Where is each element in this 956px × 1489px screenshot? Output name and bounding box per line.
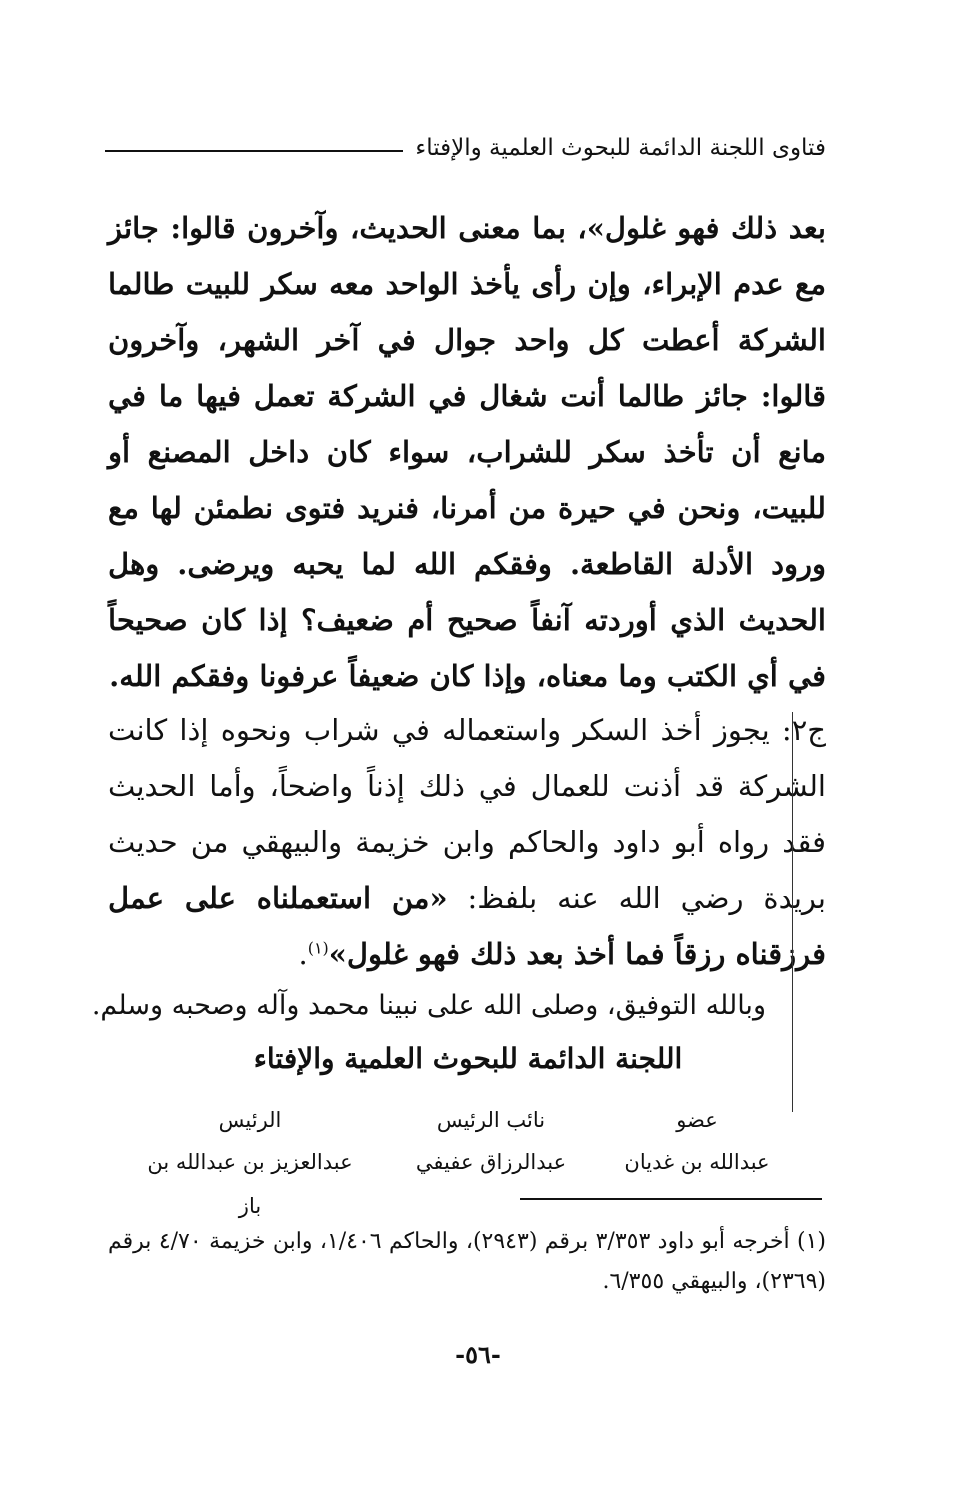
answer-block bbox=[108, 702, 826, 982]
signatory-president bbox=[135, 1100, 365, 1218]
signatory-role: عضو bbox=[676, 1108, 718, 1132]
closing-text: وبالله التوفيق، وصلى الله على نبينا محمد وآله وصحبه وسلم. bbox=[91, 990, 766, 1021]
committee-name: اللجنة الدائمة للبحوث العلمية والإفتاء bbox=[253, 1042, 683, 1075]
answer-text: ج٢: يجوز أخذ السكر واستعماله في شراب ونحوه إذا كانت الشركة قد أذنت للعمال في ذلك إذناً واضحاً، وأما الحديث فقد رواه أبو داود والحاكم وابن خزيمة والبيهقي من حديث بريدة رضي الله عنه بلفظ: bbox=[108, 713, 826, 915]
signatory-member bbox=[582, 1100, 812, 1184]
hadith-quote: «من استعملناه على عمل فرزقناه رزقاً فما أخذ بعد ذلك فهو غلول» bbox=[108, 881, 826, 971]
signatory-role: نائب الرئيس bbox=[436, 1108, 546, 1132]
signatory-name: عبدالعزيز بن عبدالله بن باز bbox=[147, 1150, 353, 1218]
signatory-name: عبدالله بن غديان bbox=[624, 1150, 770, 1174]
header-rule bbox=[105, 150, 403, 152]
signatory-vice-president bbox=[376, 1100, 606, 1184]
page-number: -٥٦- bbox=[455, 1340, 501, 1369]
question-text: بعد ذلك فهو غلول»، بما معنى الحديث، وآخرون قالوا: جائز مع عدم الإبراء، وإن رأى يأخذ الواحد معه سكر للبيت طالما الشركة أعطت كل واحد جوال في آخر الشهر، وآخرون قالوا: جائز طالما أنت شغال في الشركة تعمل فيها ما في مانع أن تأخذ سكر للشراب، سواء كان داخل المصنع أو للبيت، ونحن في حيرة من أمرنا، فنريد فتوى نطمئن لها مع ورود الأدلة القاطعة. وفقكم الله لما يحبه ويرضى. وهل الحديث الذي أوردته آنفاً صحيح أم ضعيف؟ إذا كان صحيحاً في أي الكتب وما معناه، وإذا كان ضعيفاً عرفونا وفقكم الله. bbox=[108, 211, 826, 693]
footnote-ref[interactable]: (١) bbox=[307, 938, 329, 958]
signatory-name: عبدالرزاق عفيفي bbox=[415, 1150, 567, 1174]
running-header bbox=[105, 128, 826, 168]
signatory-role: الرئيس bbox=[218, 1108, 282, 1132]
footnote-text: (١) أخرجه أبو داود ٣/٣٥٣ برقم (٢٩٤٣)، والحاكم ١/٤٠٦، وابن خزيمة ٤/٧٠ برقم (٢٣٦٩)، والبيهقي ٦/٣٥٥. bbox=[108, 1229, 827, 1294]
footnote-divider bbox=[520, 1198, 822, 1200]
header-title: فتاوى اللجنة الدائمة للبحوث العلمية والإفتاء bbox=[415, 135, 826, 161]
answer-end: . bbox=[298, 937, 308, 971]
